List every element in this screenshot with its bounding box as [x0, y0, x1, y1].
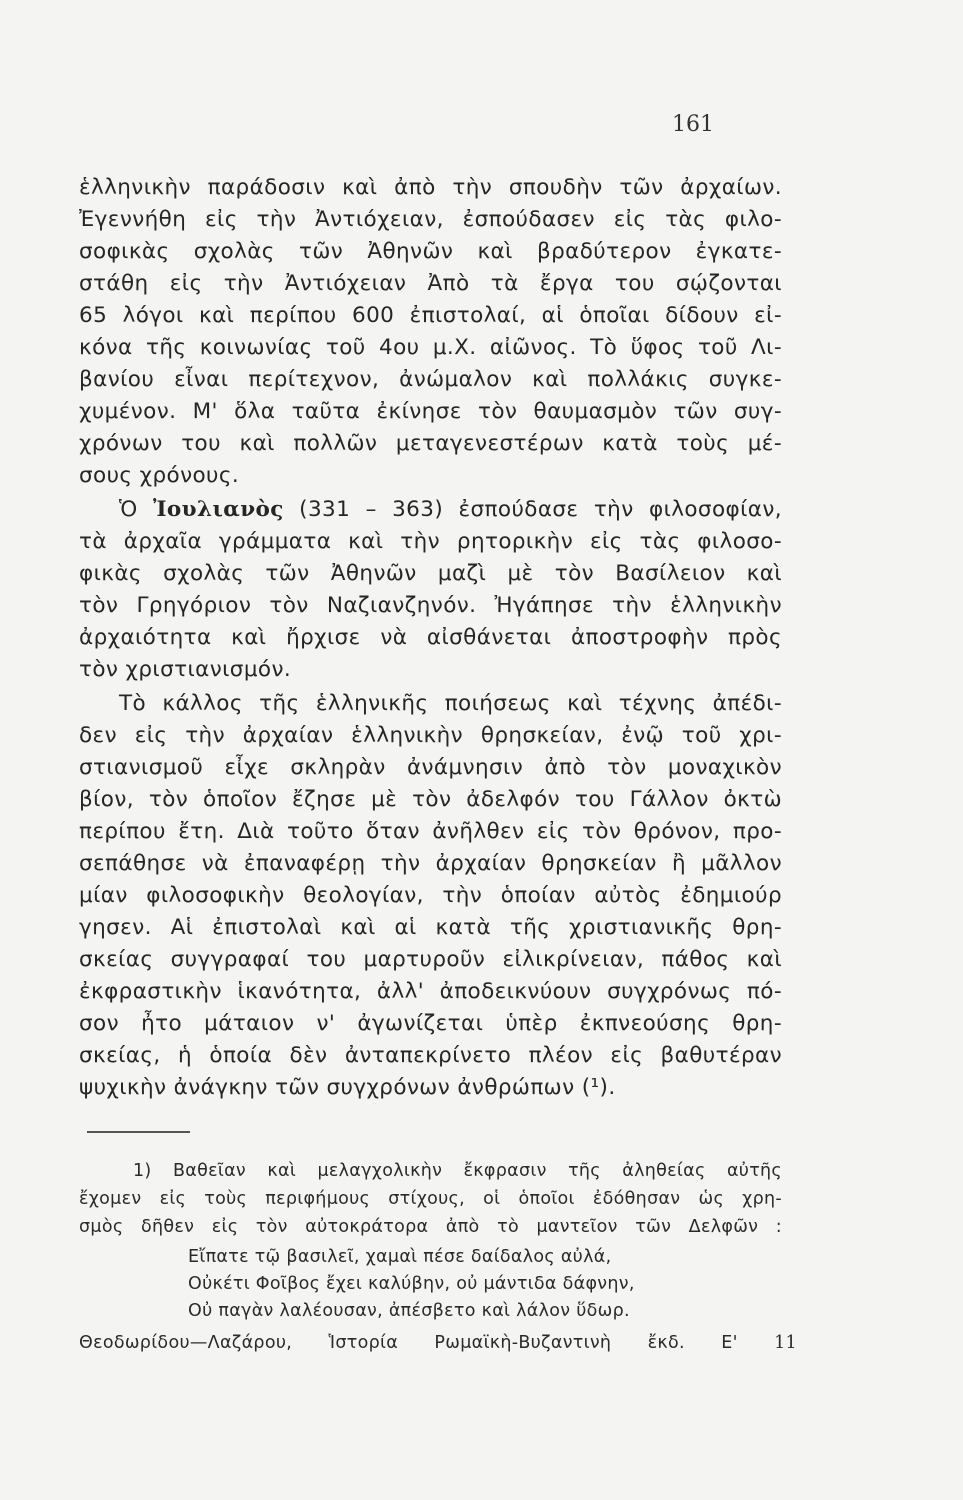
body-line: χυμένον. Μ' ὅλα ταῦτα ἐκίνησε τὸν θαυμασμὸν τῶν συγ-: [79, 399, 782, 424]
body-line: τὰ ἀρχαῖα γράμματα καὶ τὴν ρητορικὴν εἰς τὰς φιλοσο-: [79, 529, 782, 554]
body-line: φικὰς σχολὰς τῶν Ἀθηνῶν μαζὶ μὲ τὸν Βασίλειον καὶ: [79, 561, 782, 586]
body-line: περίπου ἔτη. Διὰ τοῦτο ὅταν ἀνῆλθεν εἰς τὸν θρόνον, προ-: [79, 819, 782, 844]
body-line: Τὸ κάλλος τῆς ἑλληνικῆς ποιήσεως καὶ τέχνης ἀπέδι-: [119, 691, 782, 716]
footnote-line: σμὸς δῆθεν εἰς τὸν αὐτοκράτορα ἀπὸ τὸ μαντεῖον τῶν Δελφῶν :: [79, 1217, 782, 1237]
julian-first-line: [119, 494, 782, 526]
body-line: σκείας, ἡ ὁποία δὲν ἀνταπεκρίνετο πλέον εἰς βαθυτέραν: [79, 1043, 782, 1068]
body-line: σον ἦτο μάταιον ν' ἀγωνίζεται ὑπὲρ ἐκπνεούσης θρη-: [79, 1011, 782, 1036]
poem-line: Οὐκέτι Φοῖβος ἔχει καλύβην, οὐ μάντιδα δάφνην,: [188, 1274, 635, 1294]
body-line: βίον, τὸν ὁποῖον ἔζησε μὲ τὸν ἀδελφόν του Γάλλον ὀκτὼ: [79, 787, 782, 812]
poem-line: Εἴπατε τῷ βασιλεῖ, χαμαὶ πέσε δαίδαλος αὐλά,: [188, 1247, 612, 1267]
signature-mark: 11: [774, 1333, 797, 1353]
body-line: σκείας συγγραφαί του μαρτυροῦν εἰλικρίνειαν, πάθος καὶ: [79, 947, 782, 972]
body-line: ἐκφραστικὴν ἱκανότητα, ἀλλ' ἀποδεικνύουν συγχρόνως πό-: [79, 979, 782, 1004]
body-line: χρόνων του καὶ πολλῶν μεταγενεστέρων κατὰ τοὺς μέ-: [79, 431, 782, 456]
julian-prefix: Ὁ: [119, 497, 154, 522]
body-line: στάθη εἰς τὴν Ἀντιόχειαν Ἀπὸ τὰ ἔργα του σῴζονται: [79, 271, 782, 296]
body-line: Ἐγεννήθη εἰς τὴν Ἀντιόχειαν, ἐσπούδασεν εἰς τὰς φιλο-: [79, 207, 782, 232]
footnote-line: ἔχομεν εἰς τοὺς περιφήμους στίχους, οἱ ὁποῖοι ἐδόθησαν ὡς χρη-: [79, 1189, 782, 1209]
poem-line: Οὐ παγὰν λαλέουσαν, ἀπέσβετο καὶ λάλον ὕδωρ.: [188, 1301, 630, 1321]
body-line: ἀρχαιότητα καὶ ἤρχισε νὰ αἰσθάνεται ἀποστροφὴν πρὸς: [79, 625, 782, 650]
body-line: στιανισμοῦ εἶχε σκληρὰν ἀνάμνησιν ἀπὸ τὸν μοναχικὸν: [79, 755, 782, 780]
body-line: ψυχικὴν ἀνάγκην τῶν συγχρόνων ἀνθρώπων (¹).: [79, 1075, 616, 1100]
body-line: κόνα τῆς κοινωνίας τοῦ 4ου μ.Χ. αἰῶνος. Τὸ ὕφος τοῦ Λι-: [79, 335, 782, 360]
body-line: δεν εἰς τὴν ἀρχαίαν ἑλληνικὴν θρησκείαν, ἐνῷ τοῦ χρι-: [79, 723, 782, 748]
body-line: γησεν. Αἱ ἐπιστολαὶ καὶ αἱ κατὰ τῆς χριστιανικῆς θρη-: [79, 915, 782, 940]
body-line: 65 λόγοι καὶ περίπου 600 ἐπιστολαί, αἱ ὁποῖαι δίδουν εἰ-: [79, 303, 782, 328]
body-line: ἑλληνικὴν παράδοσιν καὶ ἀπὸ τὴν σπουδὴν τῶν ἀρχαίων.: [79, 175, 782, 200]
footnote-line: 1) Βαθεῖαν καὶ μελαγχολικὴν ἔκφρασιν τῆς ἀληθείας αὐτῆς: [133, 1161, 782, 1181]
julian-name: Ἰουλιανὸς: [153, 497, 284, 522]
body-line: μίαν φιλοσοφικὴν θεολογίαν, τὴν ὁποίαν αὐτὸς ἐδημιούρ: [79, 883, 782, 908]
body-line: σοφικὰς σχολὰς τῶν Ἀθηνῶν καὶ βραδύτερον ἐγκατε-: [79, 239, 782, 264]
julian-rest: (331 – 363) ἐσπούδασε τὴν φιλοσοφίαν,: [283, 497, 782, 522]
page-number: 161: [672, 112, 714, 137]
footer-text: Θεοδωρίδου—Λαζάρου, Ἱστορία Ρωμαϊκὴ-Βυζαντινὴ ἔκδ. Ε': [79, 1333, 738, 1353]
body-line: βανίου εἶναι περίτεχνον, ἀνώμαλον καὶ πολλάκις συγκε-: [79, 367, 782, 392]
body-line: σους χρόνους.: [79, 463, 240, 488]
footnote-rule: [87, 1131, 190, 1133]
body-line: σεπάθησε νὰ ἐπαναφέρῃ τὴν ἀρχαίαν θρησκείαν ἢ μᾶλλον: [79, 851, 782, 876]
body-line: τὸν Γρηγόριον τὸν Ναζιανζηνόν. Ἠγάπησε τὴν ἑλληνικὴν: [79, 593, 782, 618]
footer-line: [79, 1330, 797, 1357]
body-line: τὸν χριστιανισμόν.: [79, 657, 292, 682]
